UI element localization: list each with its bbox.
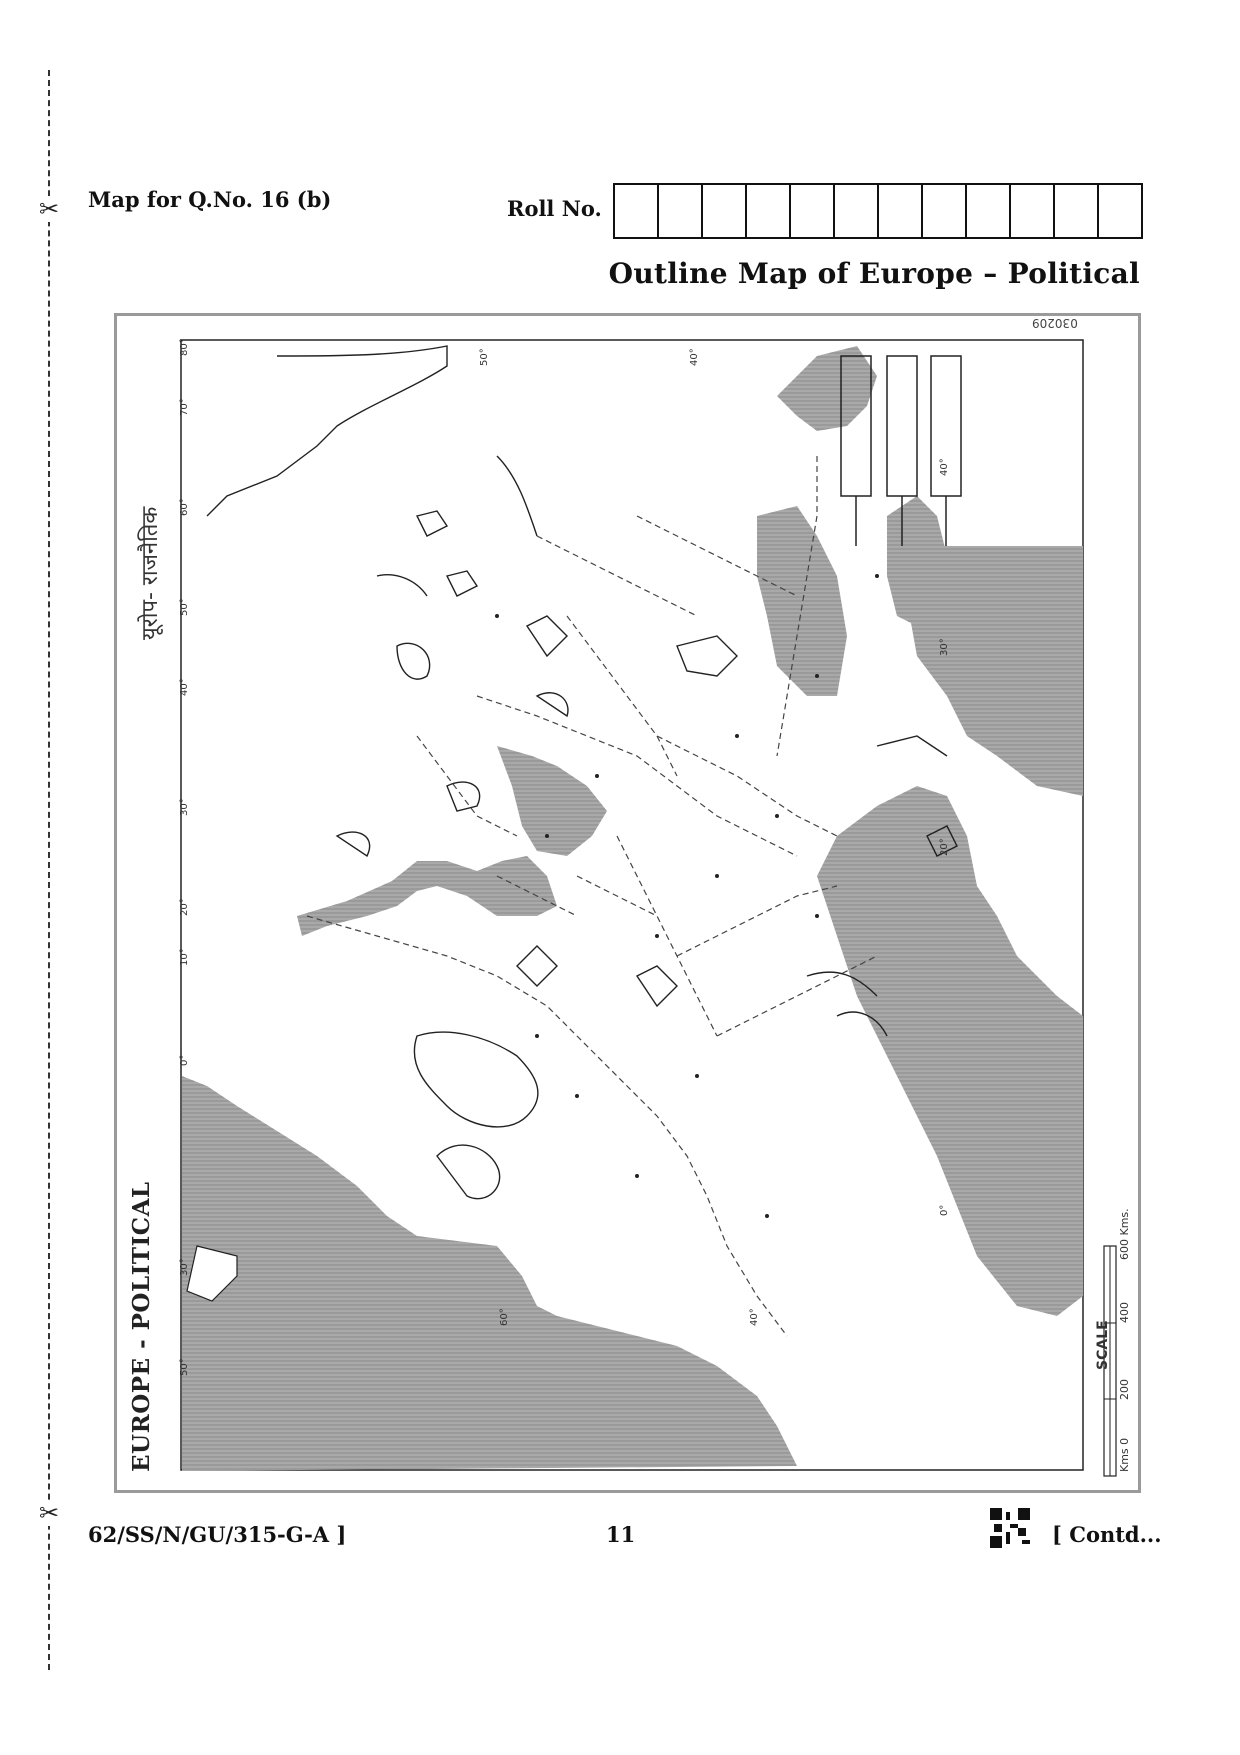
europe-map-image	[117, 316, 1138, 1490]
scale-tick: 400	[1118, 1302, 1131, 1323]
roll-number-box[interactable]	[1055, 185, 1099, 237]
svg-text:70°: 70°	[179, 398, 190, 416]
question-reference: Map for Q.No. 16 (b)	[88, 187, 332, 212]
scissors-icon: ✂	[36, 1500, 62, 1526]
map-side-title-hindi: यूरोप- राजनैतिक	[138, 506, 163, 640]
svg-text:80°: 80°	[179, 338, 190, 356]
svg-text:20°: 20°	[179, 898, 190, 916]
page-number: 11	[606, 1522, 636, 1547]
svg-text:40°: 40°	[939, 458, 950, 476]
roll-number-box[interactable]	[1099, 185, 1141, 237]
roll-number-label: Roll No.	[507, 196, 602, 221]
svg-text:0°: 0°	[939, 1204, 950, 1216]
svg-text:30°: 30°	[179, 1258, 190, 1276]
svg-text:60°: 60°	[179, 498, 190, 516]
roll-number-box[interactable]	[967, 185, 1011, 237]
qr-code-icon	[990, 1508, 1030, 1548]
svg-text:30°: 30°	[179, 798, 190, 816]
roll-number-boxes[interactable]	[613, 183, 1143, 239]
svg-text:50°: 50°	[479, 348, 490, 366]
svg-text:50°: 50°	[179, 598, 190, 616]
roll-number-box[interactable]	[659, 185, 703, 237]
roll-number-box[interactable]	[835, 185, 879, 237]
svg-text:40°: 40°	[749, 1308, 760, 1326]
svg-text:40°: 40°	[689, 348, 700, 366]
svg-text:0°: 0°	[179, 1054, 190, 1066]
scale-tick: 200	[1118, 1379, 1131, 1400]
svg-text:30°: 30°	[939, 638, 950, 656]
svg-text:50°: 50°	[179, 1358, 190, 1376]
map-title: Outline Map of Europe – Political	[608, 257, 1140, 290]
cut-line	[48, 70, 50, 1670]
roll-number-box[interactable]	[703, 185, 747, 237]
svg-text:40°: 40°	[179, 678, 190, 696]
roll-number-box[interactable]	[791, 185, 835, 237]
scale-tick: Kms 0	[1118, 1437, 1131, 1472]
svg-text:20°: 20°	[939, 838, 950, 856]
map-code: 030209	[1032, 316, 1078, 330]
roll-number-box[interactable]	[1011, 185, 1055, 237]
roll-number-box[interactable]	[615, 185, 659, 237]
roll-number-box[interactable]	[747, 185, 791, 237]
roll-number-box[interactable]	[923, 185, 967, 237]
map-side-title-english: EUROPE - POLITICAL	[128, 1181, 155, 1472]
outline-map	[114, 313, 1141, 1493]
scissors-icon: ✂	[36, 196, 62, 222]
svg-text:10°: 10°	[179, 948, 190, 966]
roll-number-box[interactable]	[879, 185, 923, 237]
svg-text:60°: 60°	[499, 1308, 510, 1326]
paper-code: 62/SS/N/GU/315-G-A ]	[88, 1522, 347, 1547]
scale-tick: 600 Kms.	[1118, 1208, 1131, 1260]
scale-label: SCALE	[1095, 1320, 1111, 1370]
continued-note: [ Contd...	[1052, 1522, 1162, 1547]
